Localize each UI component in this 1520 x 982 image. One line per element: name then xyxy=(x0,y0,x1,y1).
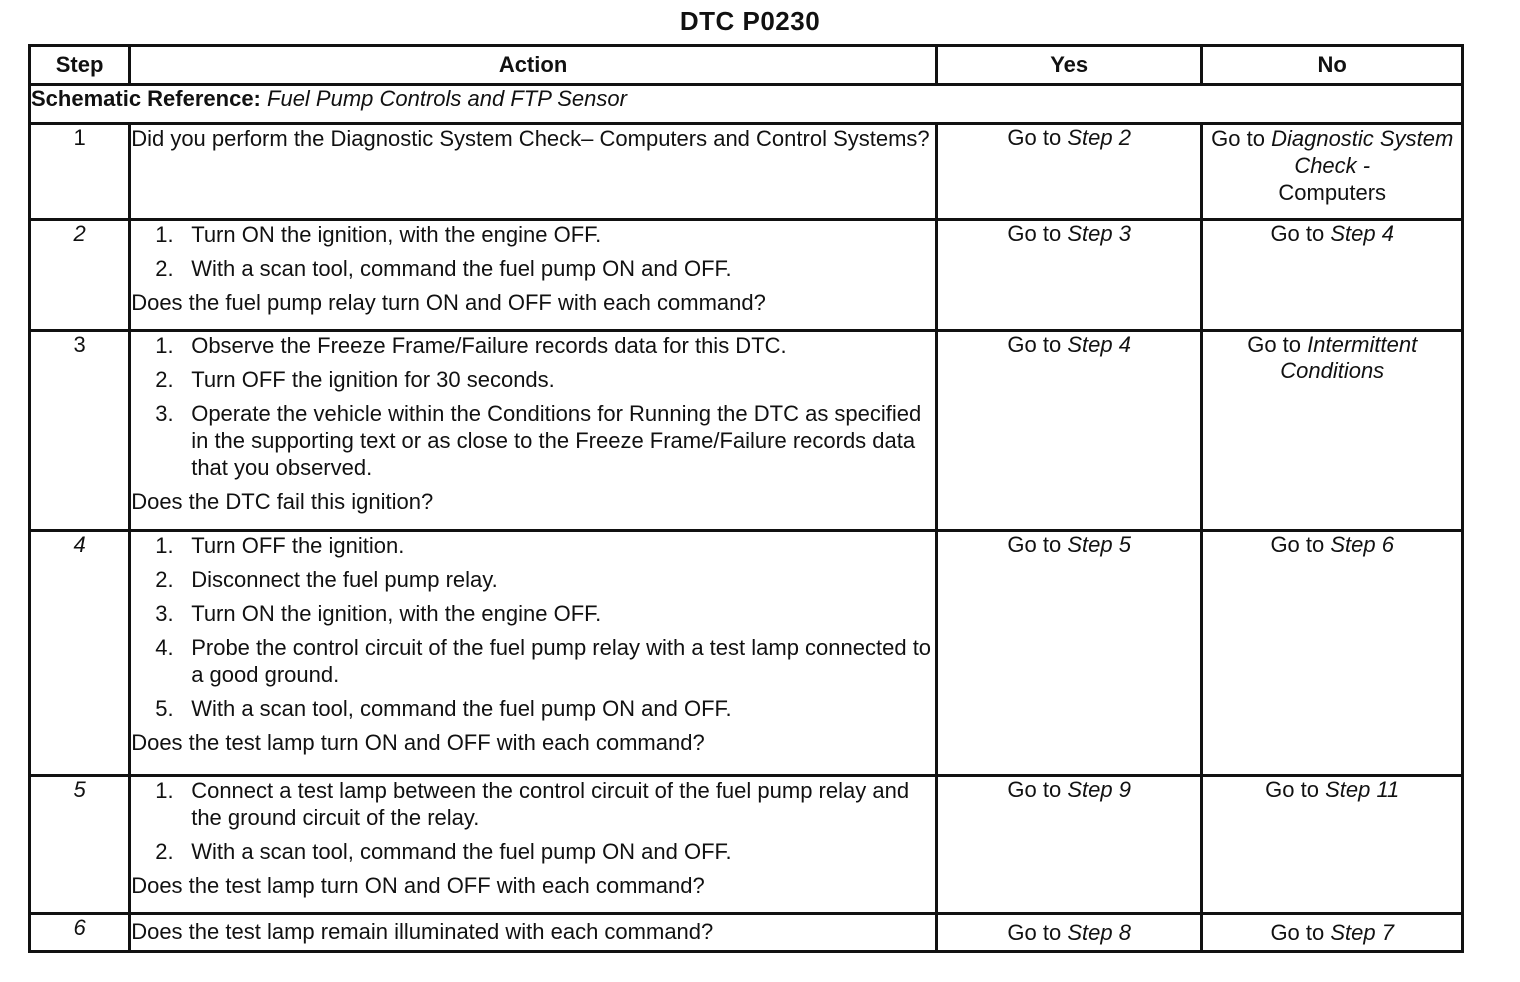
action-item: 1. Turn OFF the ignition. xyxy=(155,533,405,558)
page-title: DTC P0230 xyxy=(679,6,821,36)
no-cell xyxy=(1202,331,1463,531)
step-number: 3 xyxy=(30,331,130,531)
no-target: Step 6 xyxy=(1330,532,1394,557)
action-question: Does the fuel pump relay turn ON and OFF with each command? xyxy=(131,290,766,315)
table-row xyxy=(30,124,1463,220)
yes-cell xyxy=(936,531,1202,776)
action-item: 4. Probe the control circuit of the fuel pump relay with a test lamp connected to a good ground. xyxy=(155,635,932,687)
action-cell xyxy=(130,531,937,776)
goto-label: Go to xyxy=(1211,126,1265,151)
goto-label: Go to xyxy=(1270,532,1325,557)
schematic-label: Schematic Reference: xyxy=(31,86,261,111)
action-question: Does the DTC fail this ignition? xyxy=(131,489,434,514)
goto-label: Go to xyxy=(1007,532,1062,557)
goto-label: Go to xyxy=(1007,777,1062,802)
action-item: 1. Turn ON the ignition, with the engine OFF. xyxy=(155,222,602,247)
no-target: Intermittent Conditions xyxy=(1280,332,1418,383)
action-item: 2. Disconnect the fuel pump relay. xyxy=(155,567,498,592)
action-cell xyxy=(130,914,937,952)
goto-label: Go to xyxy=(1265,777,1319,802)
table-row xyxy=(30,531,1463,776)
goto-label: Go to xyxy=(1007,125,1062,150)
step-number: 4 xyxy=(30,531,130,776)
no-cell xyxy=(1202,776,1463,914)
header-action: Action xyxy=(130,46,937,85)
step-number: 5 xyxy=(30,776,130,914)
step-number: 1 xyxy=(30,124,130,220)
table-row xyxy=(30,776,1463,914)
no-target: Diagnostic System Check - xyxy=(1271,126,1454,178)
header-row xyxy=(30,46,1463,85)
action-item: 2. With a scan tool, command the fuel pump ON and OFF. xyxy=(155,256,732,281)
yes-target: Step 3 xyxy=(1067,221,1131,246)
action-cell xyxy=(130,220,937,331)
action-question: Does the test lamp turn ON and OFF with each command? xyxy=(131,730,705,755)
dtc-table xyxy=(28,44,1464,953)
no-cell xyxy=(1202,914,1463,952)
goto-label: Go to xyxy=(1007,332,1062,357)
action-question: Did you perform the Diagnostic System Check– Computers and Control Systems? xyxy=(131,126,930,151)
goto-label: Go to xyxy=(1247,332,1302,357)
action-item: 2. With a scan tool, command the fuel pump ON and OFF. xyxy=(155,839,732,864)
yes-cell xyxy=(936,124,1202,220)
action-item: 3. Operate the vehicle within the Conditions for Running the DTC as specified in the supporting text or as close to the Freeze Frame/Failure records data that you observed. xyxy=(155,401,922,480)
header-step: Step xyxy=(30,46,130,85)
goto-label: Go to xyxy=(1270,221,1325,246)
yes-cell xyxy=(936,776,1202,914)
action-item: 5. With a scan tool, command the fuel pump ON and OFF. xyxy=(155,696,732,721)
no-target: Step 11 xyxy=(1325,777,1400,802)
yes-target: Step 8 xyxy=(1067,919,1131,945)
action-item: 1. Connect a test lamp between the control circuit of the fuel pump relay and the ground circuit of the relay. xyxy=(155,778,910,830)
yes-cell xyxy=(936,914,1202,952)
action-cell xyxy=(130,776,937,914)
action-item: 3. Turn ON the ignition, with the engine OFF. xyxy=(155,601,602,626)
yes-target: Step 2 xyxy=(1067,125,1131,150)
yes-cell xyxy=(936,220,1202,331)
step-number: 2 xyxy=(30,220,130,331)
no-target: Step 4 xyxy=(1330,221,1394,246)
no-target: Step 7 xyxy=(1330,919,1394,945)
goto-label: Go to xyxy=(1270,919,1325,945)
action-item: 2. Turn OFF the ignition for 30 seconds. xyxy=(155,367,555,392)
action-question: Does the test lamp turn ON and OFF with each command? xyxy=(131,873,705,898)
no-target-plain: Computers xyxy=(1278,180,1387,205)
goto-label: Go to xyxy=(1007,919,1062,945)
action-question: Does the test lamp remain illuminated with each command? xyxy=(131,919,714,944)
table-row xyxy=(30,914,1463,952)
yes-target: Step 9 xyxy=(1067,777,1131,802)
table-row xyxy=(30,220,1463,331)
schematic-row xyxy=(30,85,1463,124)
header-yes: Yes xyxy=(936,46,1202,85)
no-cell xyxy=(1202,124,1463,220)
yes-cell xyxy=(936,331,1202,531)
table-row xyxy=(30,331,1463,531)
goto-label: Go to xyxy=(1007,221,1062,246)
action-cell xyxy=(130,124,937,220)
schematic-value: Fuel Pump Controls and FTP Sensor xyxy=(267,86,627,111)
action-cell xyxy=(130,331,937,531)
no-cell xyxy=(1202,531,1463,776)
yes-target: Step 5 xyxy=(1067,532,1131,557)
schematic-reference xyxy=(30,85,1463,124)
action-item: 1. Observe the Freeze Frame/Failure records data for this DTC. xyxy=(155,333,787,358)
yes-target: Step 4 xyxy=(1067,332,1131,357)
no-cell xyxy=(1202,220,1463,331)
header-no: No xyxy=(1202,46,1463,85)
step-number: 6 xyxy=(30,914,130,952)
